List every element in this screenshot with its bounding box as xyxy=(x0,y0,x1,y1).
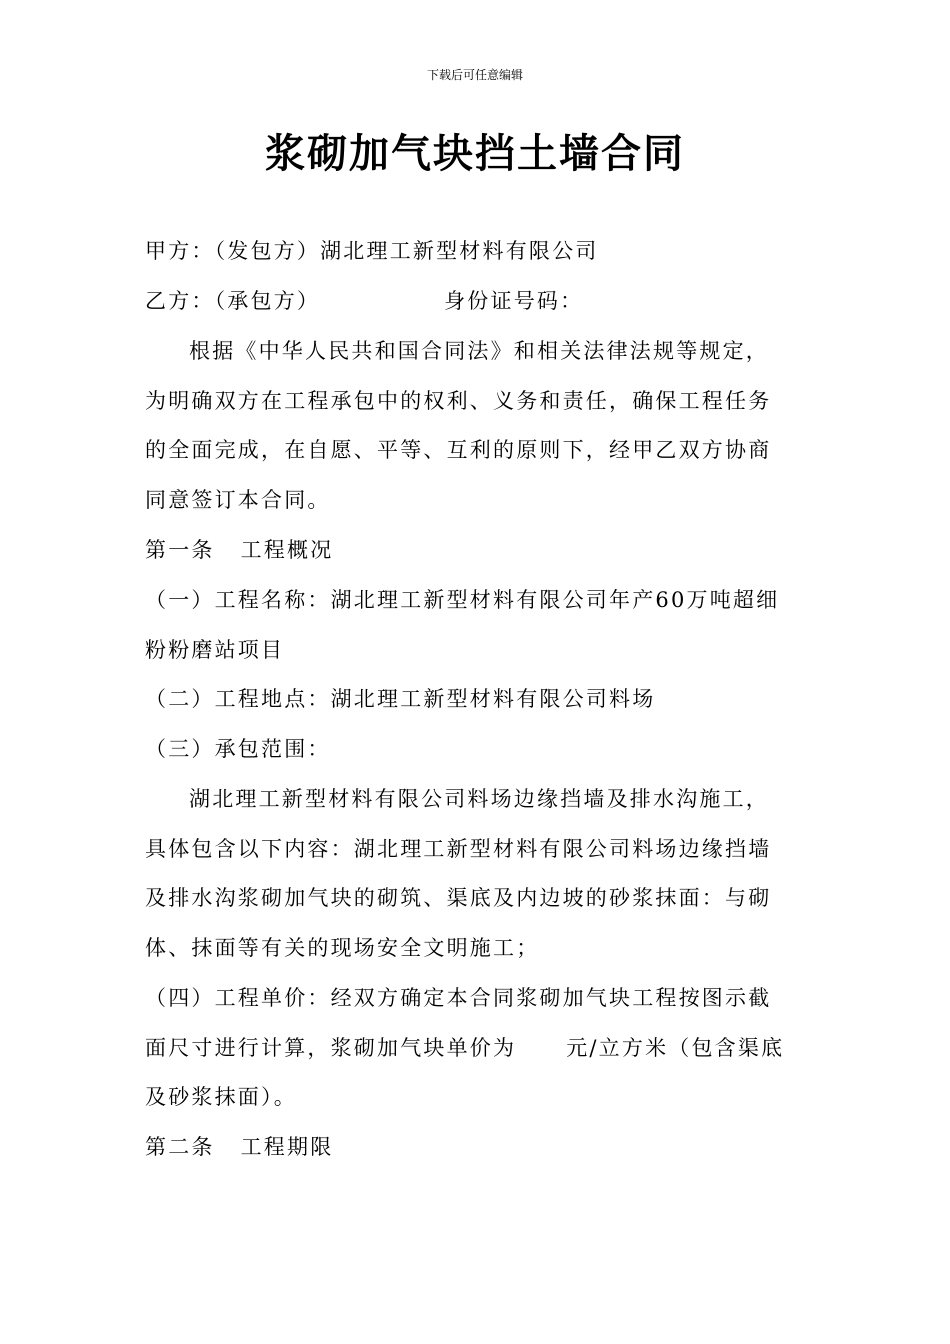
id-number-label: 身份证号码： xyxy=(444,289,584,313)
party-b-role: （承包方） xyxy=(214,289,321,313)
header-note: 下载后可任意编辑 xyxy=(426,68,523,82)
unit-price-line: （四）工程单价：经双方确定本合同浆砌加气块工程按图示截 xyxy=(145,986,772,1010)
document-title: 浆砌加气块挡土墙合同 xyxy=(265,130,685,177)
party-b-label: 乙方： xyxy=(145,289,215,313)
project-location-line: （二）工程地点：湖北理工新型材料有限公司料场 xyxy=(145,687,656,711)
article-1-title: 工程概况 xyxy=(240,538,334,562)
unit-price-line xyxy=(145,1033,784,1063)
scope-line: 湖北理工新型材料有限公司料场边缘挡墙及排水沟施工， xyxy=(189,787,769,811)
preamble-line: 同意签订本合同。 xyxy=(145,488,331,512)
article-1-heading xyxy=(145,535,333,565)
party-b-line xyxy=(145,286,583,316)
scope-heading: （三）承包范围： xyxy=(145,737,331,761)
unit-price-text-b: 元/立方米（包含渠底 xyxy=(566,1036,785,1060)
article-2-number: 第二条 xyxy=(145,1135,215,1159)
project-name-line: （一）工程名称：湖北理工新型材料有限公司年产60万吨超细 xyxy=(145,588,780,612)
scope-line: 具体包含以下内容：湖北理工新型材料有限公司料场边缘挡墙 xyxy=(145,837,772,861)
unit-price-line: 及砂浆抹面）。 xyxy=(145,1085,297,1109)
article-2-heading xyxy=(145,1132,333,1162)
scope-line: 体、抹面等有关的现场安全文明施工； xyxy=(145,936,540,960)
unit-price-text-a: 面尺寸进行计算，浆砌加气块单价为 xyxy=(145,1036,517,1060)
article-2-title: 工程期限 xyxy=(240,1135,334,1159)
party-a-label: 甲方： xyxy=(145,239,215,263)
party-a-text: （发包方）湖北理工新型材料有限公司 xyxy=(214,239,599,263)
preamble-line: 为明确双方在工程承包中的权利、义务和责任，确保工程任务 xyxy=(145,389,772,413)
party-a-line xyxy=(145,236,599,266)
article-1-number: 第一条 xyxy=(145,538,215,562)
preamble-line: 的全面完成，在自愿、平等、互利的原则下，经甲乙双方协商 xyxy=(145,438,772,462)
project-name-line: 粉粉磨站项目 xyxy=(145,638,285,662)
scope-line: 及排水沟浆砌加气块的砌筑、渠底及内边坡的砂浆抹面：与砌 xyxy=(145,886,772,910)
preamble-line: 根据《中华人民共和国合同法》和相关法律法规等规定， xyxy=(189,339,769,363)
